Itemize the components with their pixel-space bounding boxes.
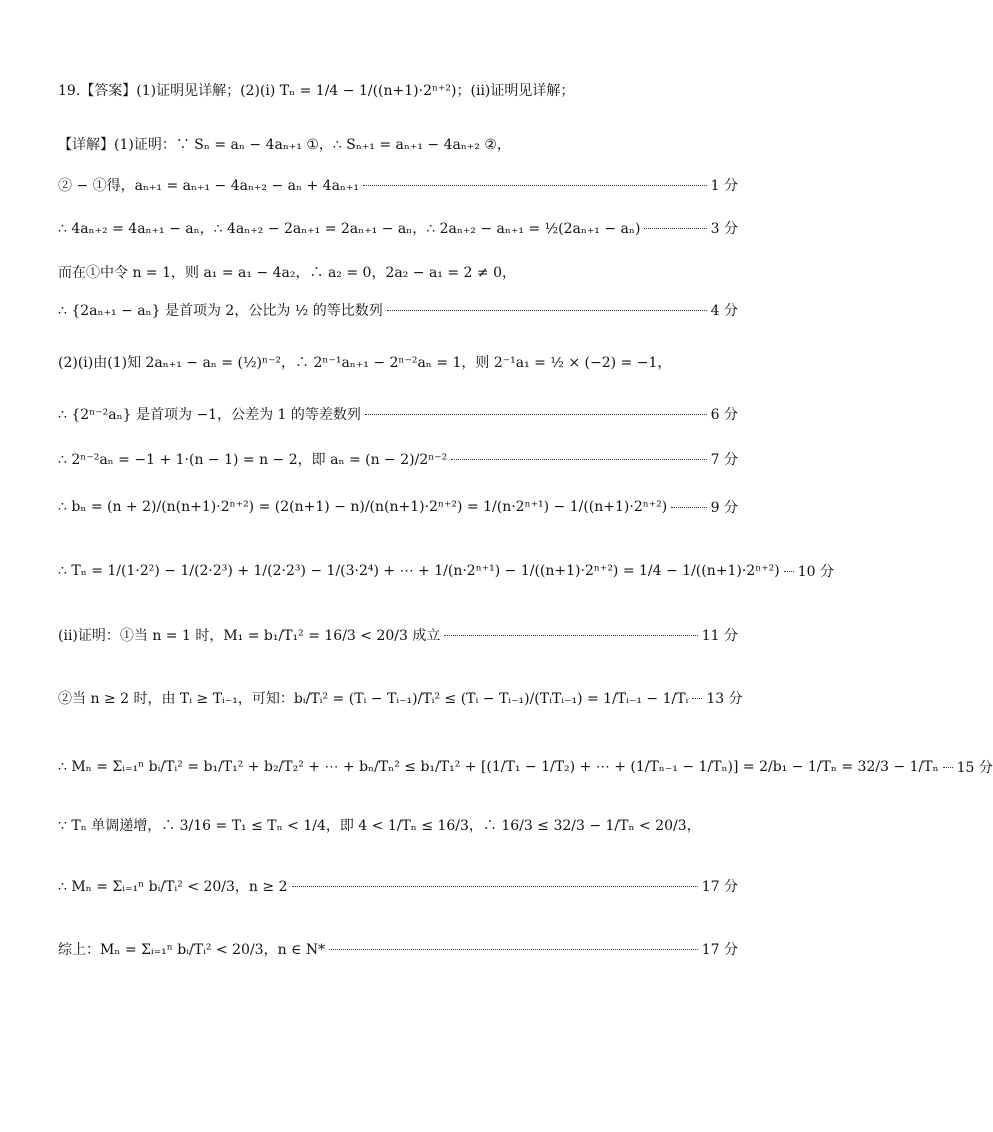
score-label: 6 分 <box>710 407 738 423</box>
proof-line-3 <box>58 218 738 238</box>
proof-line-7 <box>58 404 738 424</box>
proof-line-16 <box>58 939 738 959</box>
score-label: 17 分 <box>701 879 738 895</box>
line-text: ∴ Mₙ = Σᵢ₌₁ⁿ bᵢ/Tᵢ² < 20/3，n ≥ 2 <box>58 879 288 895</box>
line-text: 综上：Mₙ = Σᵢ₌₁ⁿ bᵢ/Tᵢ² < 20/3，n ∈ N* <box>58 942 326 958</box>
proof-line-1: 【详解】(1)证明：∵ Sₙ = aₙ − 4aₙ₊₁ ①，∴ Sₙ₊₁ = aₙ₊₁ − 4aₙ₊₂ ②， <box>58 137 511 153</box>
score-label: 11 分 <box>701 628 738 644</box>
line-text: ∴ {2aₙ₊₁ − aₙ} 是首项为 2，公比为 ½ 的等比数列 <box>58 303 383 319</box>
proof-line-6: (2)(i)由(1)知 2aₙ₊₁ − aₙ = (½)ⁿ⁻²，∴ 2ⁿ⁻¹aₙ₊₁ − 2ⁿ⁻²aₙ = 1，则 2⁻¹a₁ = ½ × (−2) = −1， <box>58 355 672 371</box>
line-text: ② − ①得，aₙ₊₁ = aₙ₊₁ − 4aₙ₊₂ − aₙ + 4aₙ₊₁ <box>58 178 359 194</box>
line-text: ∴ 2ⁿ⁻²aₙ = −1 + 1·(n − 1) = n − 2，即 aₙ = (n − 2)/2ⁿ⁻² <box>58 452 448 468</box>
line-text: ∴ Mₙ = Σᵢ₌₁ⁿ bᵢ/Tᵢ² = b₁/T₁² + b₂/T₂² + ⋯ + bₙ/Tₙ² ≤ b₁/T₁² + [(1/T₁ − 1/T₂) + ⋯ + (1/Tₙ₋₁ − 1/Tₙ)] = 2/b₁ − 1/Tₙ = 32/3 − 1/Tₙ <box>58 759 939 775</box>
dot-leader <box>365 414 707 415</box>
proof-line-15 <box>58 876 738 896</box>
score-label: 10 分 <box>797 564 834 580</box>
score-label: 4 分 <box>710 303 738 319</box>
line-text: ∴ {2ⁿ⁻²aₙ} 是首项为 −1，公差为 1 的等差数列 <box>58 407 361 423</box>
proof-line-2 <box>58 175 738 195</box>
score-label: 7 分 <box>710 452 738 468</box>
line-text: (ii)证明：①当 n = 1 时，M₁ = b₁/T₁² = 16/3 < 20/3 成立 <box>58 628 441 644</box>
proof-line-10 <box>58 561 834 581</box>
score-label: 15 分 <box>956 760 993 776</box>
proof-line-4: 而在①中令 n = 1，则 a₁ = a₁ − 4a₂，∴ a₂ = 0，2a₂ − a₁ = 2 ≠ 0， <box>58 265 516 281</box>
dot-leader <box>784 571 794 572</box>
dot-leader <box>692 698 702 699</box>
dot-leader <box>444 635 697 636</box>
score-label: 17 分 <box>701 942 738 958</box>
dot-leader <box>671 507 706 508</box>
line-text: ②当 n ≥ 2 时，由 Tᵢ ≥ Tᵢ₋₁，可知：bᵢ/Tᵢ² = (Tᵢ − Tᵢ₋₁)/Tᵢ² ≤ (Tᵢ − Tᵢ₋₁)/(TᵢTᵢ₋₁) = 1/Tᵢ₋₁ − 1/Tᵢ <box>58 691 689 707</box>
proof-line-11 <box>58 625 738 645</box>
dot-leader <box>943 767 953 768</box>
answer-header: 19.【答案】(1)证明见详解；(2)(i) Tₙ = 1/4 − 1/((n+1)·2ⁿ⁺²)；(ii)证明见详解； <box>58 83 575 99</box>
proof-line-8 <box>58 449 738 469</box>
score-label: 9 分 <box>710 500 738 516</box>
line-text: ∴ 4aₙ₊₂ = 4aₙ₊₁ − aₙ，∴ 4aₙ₊₂ − 2aₙ₊₁ = 2aₙ₊₁ − aₙ，∴ 2aₙ₊₂ − aₙ₊₁ = ½(2aₙ₊₁ − aₙ) <box>58 221 641 237</box>
line-text: ∴ Tₙ = 1/(1·2²) − 1/(2·2³) + 1/(2·2³) − 1/(3·2⁴) + ⋯ + 1/(n·2ⁿ⁺¹) − 1/((n+1)·2ⁿ⁺²) = 1/4 − 1/((n+1)·2ⁿ⁺²) <box>58 563 780 579</box>
line-text: ∴ bₙ = (n + 2)/(n(n+1)·2ⁿ⁺²) = (2(n+1) − n)/(n(n+1)·2ⁿ⁺²) = 1/(n·2ⁿ⁺¹) − 1/((n+1)·2ⁿ⁺²) <box>58 499 668 515</box>
dot-leader <box>363 185 707 186</box>
proof-line-13 <box>58 757 993 777</box>
score-label: 1 分 <box>710 178 738 194</box>
dot-leader <box>329 949 698 950</box>
proof-line-14: ∵ Tₙ 单调递增，∴ 3/16 = T₁ ≤ Tₙ < 1/4，即 4 < 1/Tₙ ≤ 16/3，∴ 16/3 ≤ 32/3 − 1/Tₙ < 20/3， <box>58 818 701 834</box>
score-label: 13 分 <box>706 691 743 707</box>
proof-line-12 <box>58 688 743 708</box>
score-label: 3 分 <box>710 221 738 237</box>
dot-leader <box>292 886 698 887</box>
proof-line-9 <box>58 497 738 517</box>
dot-leader <box>644 228 706 229</box>
dot-leader <box>387 310 707 311</box>
dot-leader <box>451 459 706 460</box>
proof-line-5 <box>58 300 738 320</box>
